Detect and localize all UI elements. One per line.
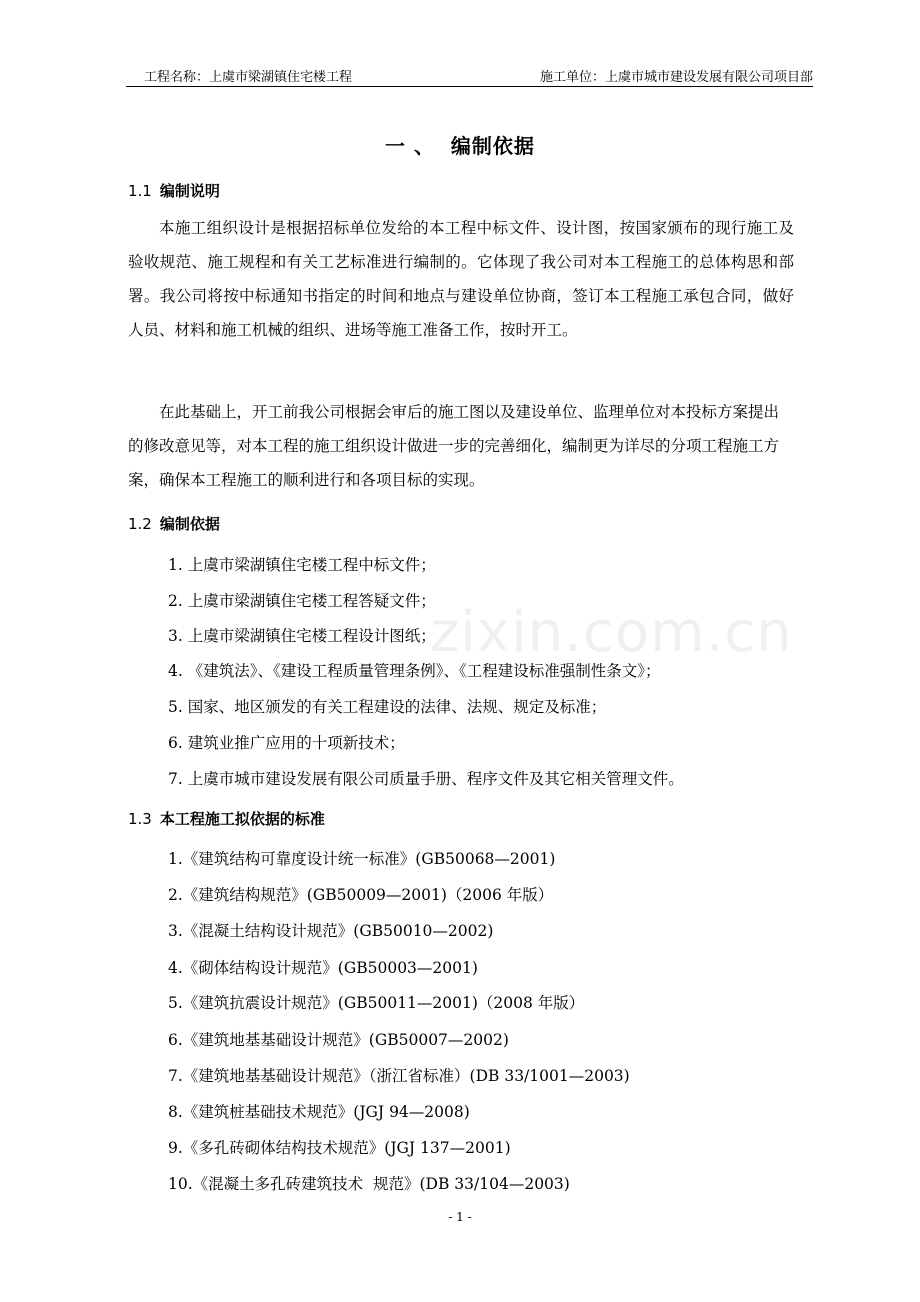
list-item: 1. 上虞市梁湖镇住宅楼工程中标文件； <box>168 556 436 574</box>
paragraph-2: 在此基础上，开工前我公司根据会审后的施工图以及建设单位、监理单位对本投标方案提出的修改意见等，对本工程的施工组织设计做进一步的完善细化，编制更为详尽的分项工程施工方案，确保本工程施工的顺利进行和各项目标的实现。 <box>128 403 780 489</box>
section-title: 编制依据 <box>159 515 220 533</box>
list-item: 3. 上虞市梁湖镇住宅楼工程设计图纸； <box>168 627 436 645</box>
standard-item: 9.《多孔砖砌体结构技术规范》(JGJ 137—2001) <box>168 1139 511 1157</box>
header-project-name: 工程名称：上虞市梁湖镇住宅楼工程 <box>144 70 353 85</box>
list-item: 5. 国家、地区颁发的有关工程建设的法律、法规、规定及标准； <box>168 698 607 716</box>
standard-item: 1.《建筑结构可靠度设计统一标准》(GB50068—2001) <box>168 850 556 868</box>
standard-item: 4.《砌体结构设计规范》(GB50003—2001) <box>168 959 478 977</box>
standard-item: 7.《建筑地基基础设计规范》（浙江省标准）(DB 33/1001—2003) <box>168 1067 630 1085</box>
section-heading-1-2 <box>128 513 220 534</box>
watermark: zixin.com.cn <box>430 600 793 665</box>
page-header <box>126 64 813 87</box>
standard-item: 3.《混凝土结构设计规范》(GB50010—2002) <box>168 922 494 940</box>
paragraph-1: 本施工组织设计是根据招标单位发给的本工程中标文件、设计图，按国家颁布的现行施工及验收规范、施工规程和有关工艺标准进行编制的。它体现了我公司对本工程施工的总体构思和部署。我公司将按中标通知书指定的时间和地点与建设单位协商，签订本工程施工承包合同，做好人员、材料和施工机械的组织、进场等施工准备工作，按时开工。 <box>128 219 794 339</box>
page-number: - 1 - <box>448 1210 472 1224</box>
section-number: 1.1 <box>128 182 152 200</box>
section-heading-1-3 <box>128 808 325 829</box>
standard-item: 6.《建筑地基基础设计规范》(GB50007—2002) <box>168 1031 509 1049</box>
section-number: 1.3 <box>128 810 152 828</box>
standard-item: 8.《建筑桩基础技术规范》(JGJ 94—2008) <box>168 1103 470 1121</box>
chapter-title: 一 、 编制依据 <box>385 134 535 158</box>
standard-item: 5.《建筑抗震设计规范》(GB50011—2001)（2008 年版） <box>168 994 585 1012</box>
section-number: 1.2 <box>128 515 152 533</box>
list-item: 7. 上虞市城市建设发展有限公司质量手册、程序文件及其它相关管理文件。 <box>168 770 684 788</box>
list-item: 2. 上虞市梁湖镇住宅楼工程答疑文件； <box>168 592 436 610</box>
standard-item: 2.《建筑结构规范》(GB50009—2001)（2006 年版） <box>168 886 554 904</box>
section-title: 本工程施工拟依据的标准 <box>159 810 325 828</box>
header-contractor: 施工单位：上虞市城市建设发展有限公司项目部 <box>539 70 813 85</box>
section-title: 编制说明 <box>159 182 220 200</box>
section-heading-1-1 <box>128 180 220 201</box>
standard-item: 10.《混凝土多孔砖建筑技术 规范》(DB 33/104—2003) <box>168 1175 570 1193</box>
list-item: 4. 《建筑法》、《建设工程质量管理条例》、《工程建设标准强制性条文》； <box>168 662 661 680</box>
list-item: 6. 建筑业推广应用的十项新技术； <box>168 734 405 752</box>
